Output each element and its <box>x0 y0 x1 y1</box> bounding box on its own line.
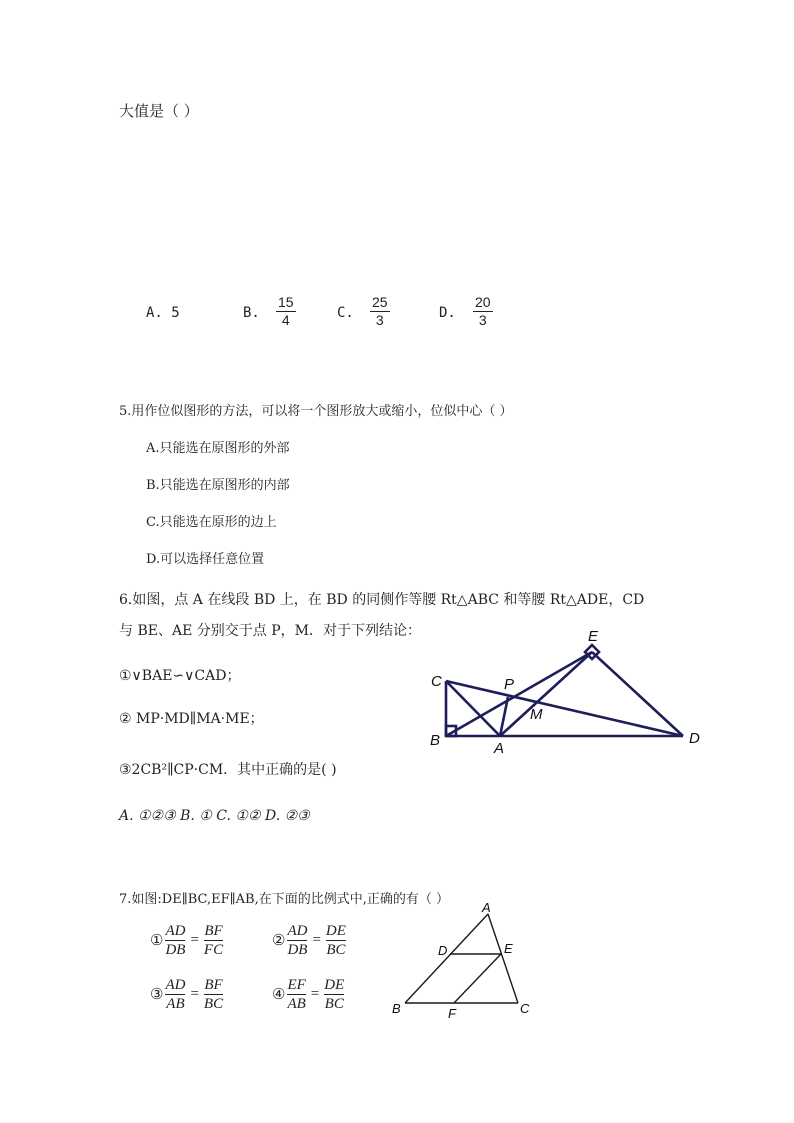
q4-option-d-fraction <box>473 294 493 329</box>
q7-label-a: A <box>482 900 491 915</box>
q7-lines <box>405 914 518 1003</box>
rhs-fraction <box>204 976 223 1013</box>
prop-mark: ③ <box>150 987 164 1003</box>
q7-proportion-3[interactable] <box>150 976 225 1013</box>
denominator: BC <box>326 942 346 958</box>
segment-ca <box>446 681 500 736</box>
q7-label-f: F <box>448 1006 456 1021</box>
right-angle-e <box>585 645 599 659</box>
q7-proportion-4[interactable] <box>272 976 346 1013</box>
segment-ac <box>488 914 518 1003</box>
q4-stem-tail: 大值是（ ） <box>119 102 199 120</box>
denominator: 4 <box>281 312 290 328</box>
segment-ef <box>454 954 501 1003</box>
rhs-fraction <box>324 976 344 1013</box>
numerator: BF <box>204 977 223 993</box>
q5-choice-c[interactable]: C.只能选在原形的边上 <box>146 515 277 530</box>
lhs-fraction <box>287 976 305 1013</box>
numerator: 15 <box>278 294 294 310</box>
denominator: BC <box>324 996 344 1012</box>
label-m: M <box>530 706 543 723</box>
label-c: C <box>431 673 442 690</box>
lhs-fraction <box>165 976 185 1013</box>
numerator: DE <box>325 923 346 939</box>
right-angle-b <box>446 726 456 736</box>
equals-sign: = <box>310 986 320 1002</box>
numerator: AD <box>165 977 186 993</box>
q7-label-e: E <box>504 941 513 956</box>
q5-choice-b[interactable]: B.只能选在原图形的内部 <box>146 478 290 493</box>
q4-option-a[interactable]: A. 5 <box>146 305 180 321</box>
numerator: AD <box>165 923 186 939</box>
q4-option-d-label[interactable]: D. <box>439 305 456 321</box>
q5-choice-a[interactable]: A.只能选在原图形的外部 <box>146 441 290 456</box>
numerator: 20 <box>475 294 491 310</box>
q6-conclusion-2: ② MP·MD∥MA·ME； <box>119 711 264 727</box>
q6-stem-line2: 与 BE、AE 分别交于点 P，M．对于下列结论： <box>119 623 421 639</box>
prop-mark: ② <box>272 933 286 949</box>
q6-conclusion-3: ③2CB²∥CP·CM．其中正确的是( ) <box>119 762 337 778</box>
rhs-fraction <box>326 922 346 959</box>
denominator: 3 <box>478 312 487 328</box>
label-d: D <box>689 730 700 747</box>
denominator: BC <box>203 996 224 1012</box>
q6-conclusion-1: ①∨BAE∽∨CAD； <box>119 668 241 684</box>
q4-option-c-fraction <box>370 294 390 329</box>
numerator: AD <box>287 923 308 939</box>
segment-ab <box>405 914 488 1003</box>
denominator: AB <box>166 996 185 1012</box>
segment-pa <box>500 697 508 736</box>
numerator: DE <box>324 977 345 993</box>
segment-ae <box>500 652 592 736</box>
equals-sign: = <box>190 932 199 948</box>
label-a: A <box>494 740 505 757</box>
label-b: B <box>430 732 441 749</box>
q4-option-c-label[interactable]: C. <box>337 305 354 321</box>
prop-mark: ① <box>150 933 164 949</box>
label-e: E <box>588 628 599 645</box>
denominator: 3 <box>375 312 384 328</box>
q4-option-b-fraction <box>276 294 296 329</box>
numerator: BF <box>204 923 223 939</box>
lhs-fraction <box>165 922 185 959</box>
q7-label-b: B <box>392 1001 401 1016</box>
denominator: FC <box>203 942 224 958</box>
label-p: P <box>504 676 515 693</box>
equals-sign: = <box>190 986 199 1002</box>
q6-answer-options[interactable]: A. ①②③ B. ① C. ①② D. ②③ <box>119 808 310 824</box>
q6-stem-line1: 6.如图，点 A 在线段 BD 上，在 BD 的同侧作等腰 Rt△ABC 和等腰 Rt△ADE，CD <box>119 592 645 608</box>
segment-be <box>446 652 592 736</box>
lhs-fraction <box>287 922 307 959</box>
denominator: AB <box>287 996 306 1012</box>
equals-sign: = <box>312 932 321 948</box>
denominator: DB <box>287 942 308 958</box>
q7-proportion-1[interactable] <box>150 922 225 959</box>
rhs-fraction <box>204 922 223 959</box>
segment-cd <box>446 681 683 736</box>
q5-stem: 5.用作位似图形的方法，可以将一个图形放大或缩小，位似中心（ ） <box>119 404 513 419</box>
denominator: DB <box>165 942 186 958</box>
q7-label-d: D <box>438 943 448 958</box>
q7-proportion-2[interactable] <box>272 922 348 959</box>
prop-mark: ④ <box>272 987 286 1003</box>
q4-option-b-label[interactable]: B. <box>243 305 260 321</box>
q5-choice-d[interactable]: D.可以选择任意位置 <box>146 552 265 567</box>
numerator: 25 <box>372 294 388 310</box>
segment-ed <box>592 652 683 736</box>
numerator: EF <box>287 977 306 993</box>
q7-stem: 7.如图:DE∥BC,EF∥AB,在下面的比例式中,正确的有（ ） <box>119 892 449 907</box>
q7-label-c: C <box>520 1001 530 1016</box>
q6-lines <box>446 645 683 736</box>
